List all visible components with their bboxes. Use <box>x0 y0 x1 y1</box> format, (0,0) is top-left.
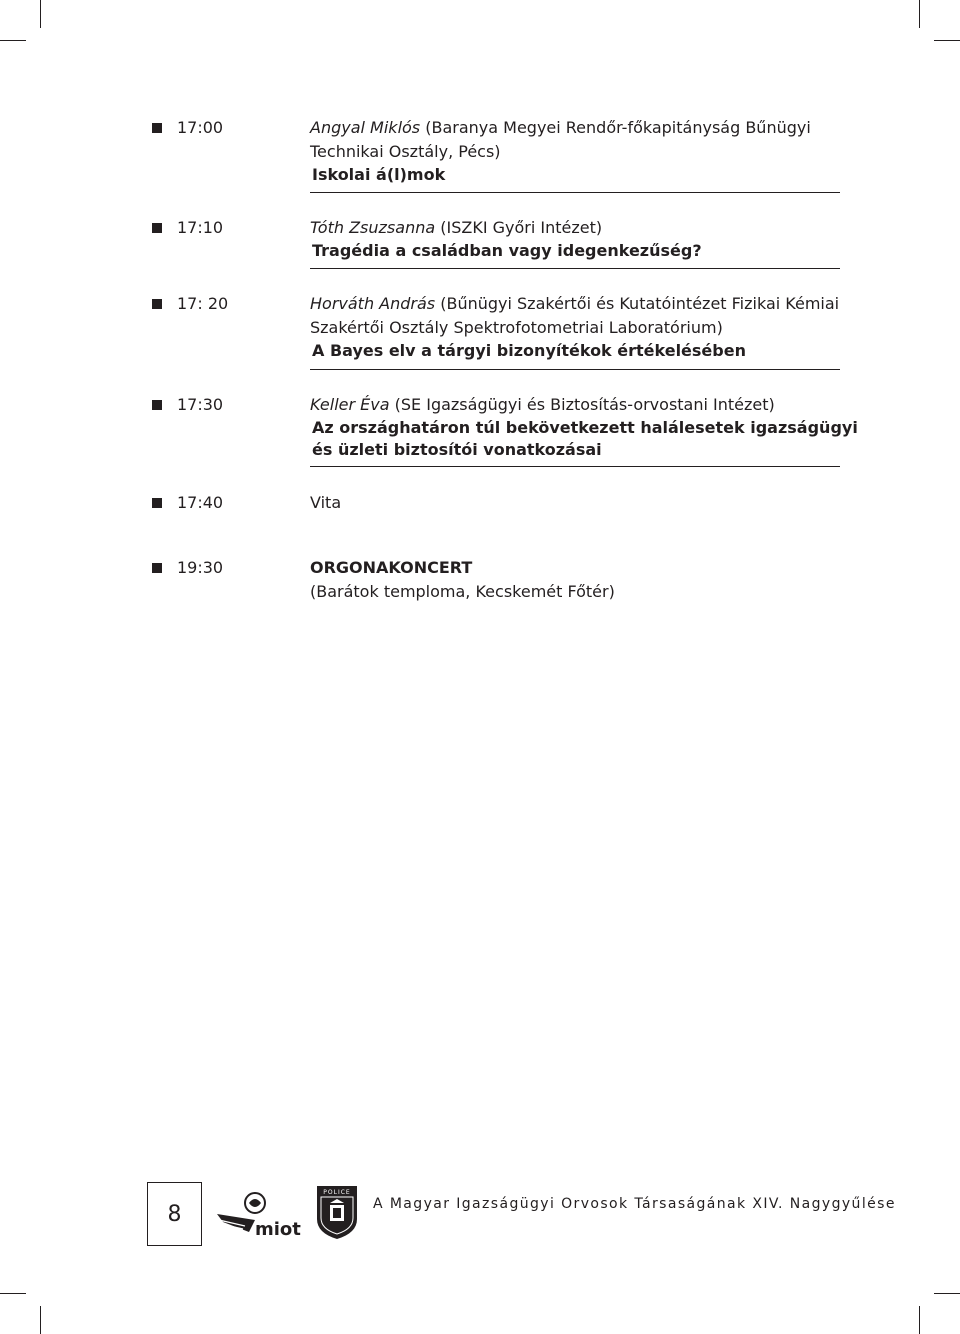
divider-rule <box>310 466 840 467</box>
speaker-affiliation: (Baranya Megyei Rendőr-főkapitányság Bűnügyi <box>420 118 811 137</box>
event-location: (Barátok temploma, Kecskemét Főtér) <box>310 582 615 601</box>
speaker-affiliation: (SE Igazságügyi és Biztosítás-orvostani Intézet) <box>389 395 775 414</box>
miot-logo-icon <box>215 1190 303 1240</box>
speaker-line <box>310 393 850 417</box>
police-badge-text: POLICE <box>323 1189 351 1196</box>
program-time: 17:30 <box>177 395 224 414</box>
crop-mark <box>0 1293 26 1294</box>
crop-mark <box>0 40 26 41</box>
speaker-affiliation: (ISZKI Győri Intézet) <box>435 218 603 237</box>
bullet-square <box>152 123 162 133</box>
police-shield-icon <box>314 1183 360 1241</box>
police-badge <box>314 1183 360 1241</box>
program-time: 19:30 <box>177 558 224 577</box>
divider-rule <box>310 192 840 193</box>
crop-mark <box>919 0 920 28</box>
talk-title: A Bayes elv a tárgyi bizonyítékok értékelésében <box>312 341 746 360</box>
program-time: 17:00 <box>177 118 224 137</box>
talk-title: Tragédia a családban vagy idegenkezűség? <box>312 241 702 260</box>
speaker-name: Keller Éva <box>310 395 390 414</box>
bullet-square <box>152 563 162 573</box>
program-time: 17: 20 <box>177 294 229 313</box>
speaker-name: Angyal Miklós <box>310 118 421 137</box>
program-content <box>310 491 850 515</box>
program-content <box>310 292 850 362</box>
crop-mark <box>934 1293 960 1294</box>
page-number-box <box>147 1182 202 1246</box>
program-content <box>310 556 850 604</box>
talk-title: Az országhatáron túl bekövetkezett halálesetek igazságügyi <box>312 418 858 437</box>
bullet-square <box>152 299 162 309</box>
event-title: ORGONAKONCERT <box>310 558 473 577</box>
program-time: 17:40 <box>177 493 224 512</box>
speaker-line <box>310 216 850 240</box>
speaker-line <box>310 292 850 316</box>
crop-mark <box>40 0 41 28</box>
talk-title: Iskolai á(l)mok <box>312 165 446 184</box>
talk-title: és üzleti biztosítói vonatkozásai <box>312 440 602 459</box>
crop-mark <box>919 1306 920 1334</box>
speaker-name: Tóth Zsuzsanna <box>310 218 436 237</box>
program-time: 17:10 <box>177 218 224 237</box>
society-text: A Magyar Igazságügyi Orvosok Társaságának XIV. Nagygyűlése <box>373 1196 896 1212</box>
miot-logo <box>215 1190 303 1240</box>
program-content <box>310 216 850 262</box>
miot-logo-text: miot <box>255 1219 301 1240</box>
divider-rule <box>310 268 840 269</box>
bullet-square <box>152 498 162 508</box>
speaker-affiliation: (Bűnügyi Szakértői és Kutatóintézet Fizikai Kémiai <box>435 294 840 313</box>
speaker-line <box>310 116 850 140</box>
page-number: 8 <box>167 1201 182 1227</box>
speaker-affiliation: Szakértői Osztály Spektrofotometriai Laboratórium) <box>310 318 723 337</box>
bullet-square <box>152 223 162 233</box>
crop-mark <box>40 1306 41 1334</box>
speaker-name: Horváth András <box>310 294 436 313</box>
program-content <box>310 116 850 186</box>
speaker-affiliation: Technikai Osztály, Pécs) <box>310 142 501 161</box>
program-content <box>310 393 858 461</box>
bullet-square <box>152 400 162 410</box>
divider-rule <box>310 369 840 370</box>
program-label: Vita <box>310 493 342 512</box>
crop-mark <box>934 40 960 41</box>
